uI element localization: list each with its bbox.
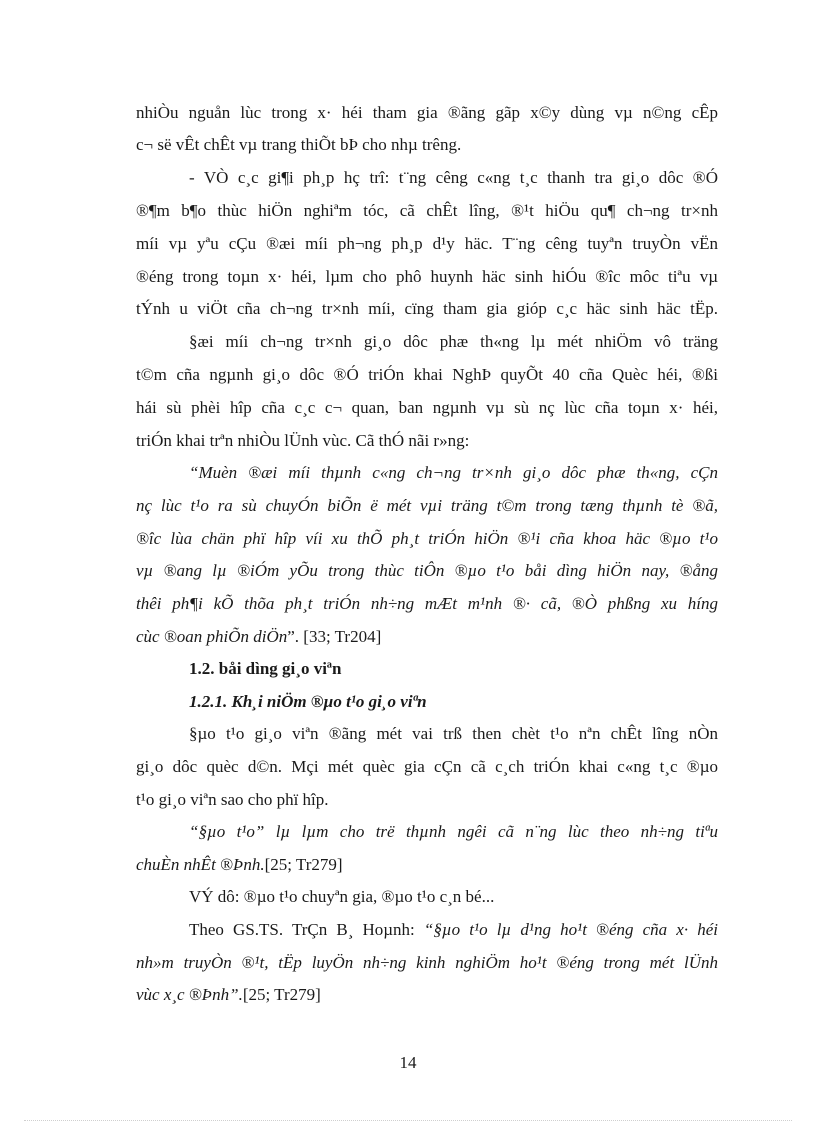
body-line: gi¸o dôc quèc d©n. Mçi mét quèc gia cÇn cã c¸ch triÓn khai c«ng t¸c ®µo [136, 757, 718, 776]
body-line: nhiÒu nguån lùc trong x· héi tham gia ®ãng gãp x©y dùng vµ n©ng cÊp [136, 103, 718, 122]
quote-line: vµ ®ang lµ ®iÓm yÕu trong thùc tiÔn ®µo t¹o båi dìng hiÖn nay, ®ång [136, 561, 718, 580]
quote-line: ®îc lùa chän phï hîp víi xu thÕ ph¸t triÓn hiÖn ®¹i cña khoa häc ®µo t¹o [136, 529, 718, 548]
body-line: §æi míi ch¬ng tr×nh gi¸o dôc phæ th«ng lµ mét nhiÖm vô träng [189, 332, 718, 351]
quote-line: thêi ph¶i kÕ thõa ph¸t triÓn nh÷ng mÆt m¹nh ®· cã, ®Ò phßng xu híng [136, 594, 718, 613]
body-line: t¹o gi¸o viªn sao cho phï hîp. [136, 790, 329, 809]
quote-text: vùc x¸c ®Þnh”. [136, 985, 243, 1004]
body-line: ®¶m b¶o thùc hiÖn nghiªm tóc, cã chÊt lîng, ®¹t hiÖu qu¶ ch¬ng tr×nh [136, 201, 718, 220]
section-heading: 1.2. båi dìng gi¸o viªn [189, 659, 342, 678]
body-line: - VÒ c¸c gi¶i ph¸p hç trî: t¨ng cêng c«ng t¸c thanh tra gi¸o dôc ®Ó [189, 168, 718, 187]
citation: [25; Tr279] [264, 855, 343, 874]
body-line [189, 920, 718, 940]
body-line: VÝ dô: ®µo t¹o chuyªn gia, ®µo t¹o c¸n bé... [189, 887, 495, 906]
quote-line: nh»m truyÒn ®¹t, tËp luyÖn nh÷ng kinh nghiÖm ho¹t ®éng trong mét lÜnh [136, 953, 718, 972]
body-line: t©m cña ngµnh gi¸o dôc ®Ó triÓn khai NghÞ quyÕt 40 cña Quèc héi, ®ßi [136, 365, 718, 384]
body-line: triÓn khai trªn nhiÒu lÜnh vùc. Cã thÓ nãi r»ng: [136, 431, 470, 450]
citation: ”. [33; Tr204] [287, 627, 382, 646]
definition-text: chuÈn nhÊt ®Þnh. [136, 855, 265, 874]
page-number: 14 [399, 1053, 417, 1072]
quote-line: nç lùc t¹o ra sù chuyÓn biÕn ë mét vµi träng t©m trong tæng thµnh tè ®ã, [136, 496, 718, 515]
definition-line: “§µo t¹o” lµ lµm cho trë thµnh ngêi cã n¨ng lùc theo nh÷ng tiªu [189, 822, 718, 841]
body-line: §µo t¹o gi¸o viªn ®ãng mét vai trß then chèt t¹o nªn chÊt lîng nÒn [189, 724, 718, 743]
attribution: Theo GS.TS. TrÇn B¸ Hoµnh: [189, 920, 424, 939]
definition-line [136, 855, 343, 875]
body-line: tÝnh u viÖt cña ch¬ng tr×nh míi, cïng tham gia gióp c¸c häc sinh häc tËp. [136, 299, 718, 318]
body-line: míi vµ yªu cÇu ®æi míi ph¬ng ph¸p d¹y häc. T¨ng cêng tuyªn truyÒn vËn [136, 234, 718, 253]
body-line: ®éng trong toµn x· héi, lµm cho phô huynh häc sinh hiÓu ®îc môc tiªu vµ [136, 267, 718, 286]
quote-text: “§µo t¹o lµ d¹ng ho¹t ®éng cña x· héi [423, 920, 718, 939]
quote-line [136, 985, 321, 1005]
subsection-heading: 1.2.1. Kh¸i niÖm ®µo t¹o gi¸o viªn [189, 692, 427, 711]
page-bottom-rule [24, 1120, 792, 1121]
quote-line: “Muèn ®æi míi thµnh c«ng ch¬ng tr×nh gi¸o dôc phæ th«ng, cÇn [189, 463, 718, 482]
body-line: hái sù phèi hîp cña c¸c c¬ quan, ban ngµnh vµ sù nç lùc cña toµn x· héi, [136, 398, 718, 417]
quote-text: cùc ®oan phiÕn diÖn [136, 627, 288, 646]
quote-line [136, 627, 381, 647]
citation: [25; Tr279] [242, 985, 321, 1004]
body-line: c¬ së vÊt chÊt vµ trang thiÕt bÞ cho nhµ trêng. [136, 135, 462, 154]
